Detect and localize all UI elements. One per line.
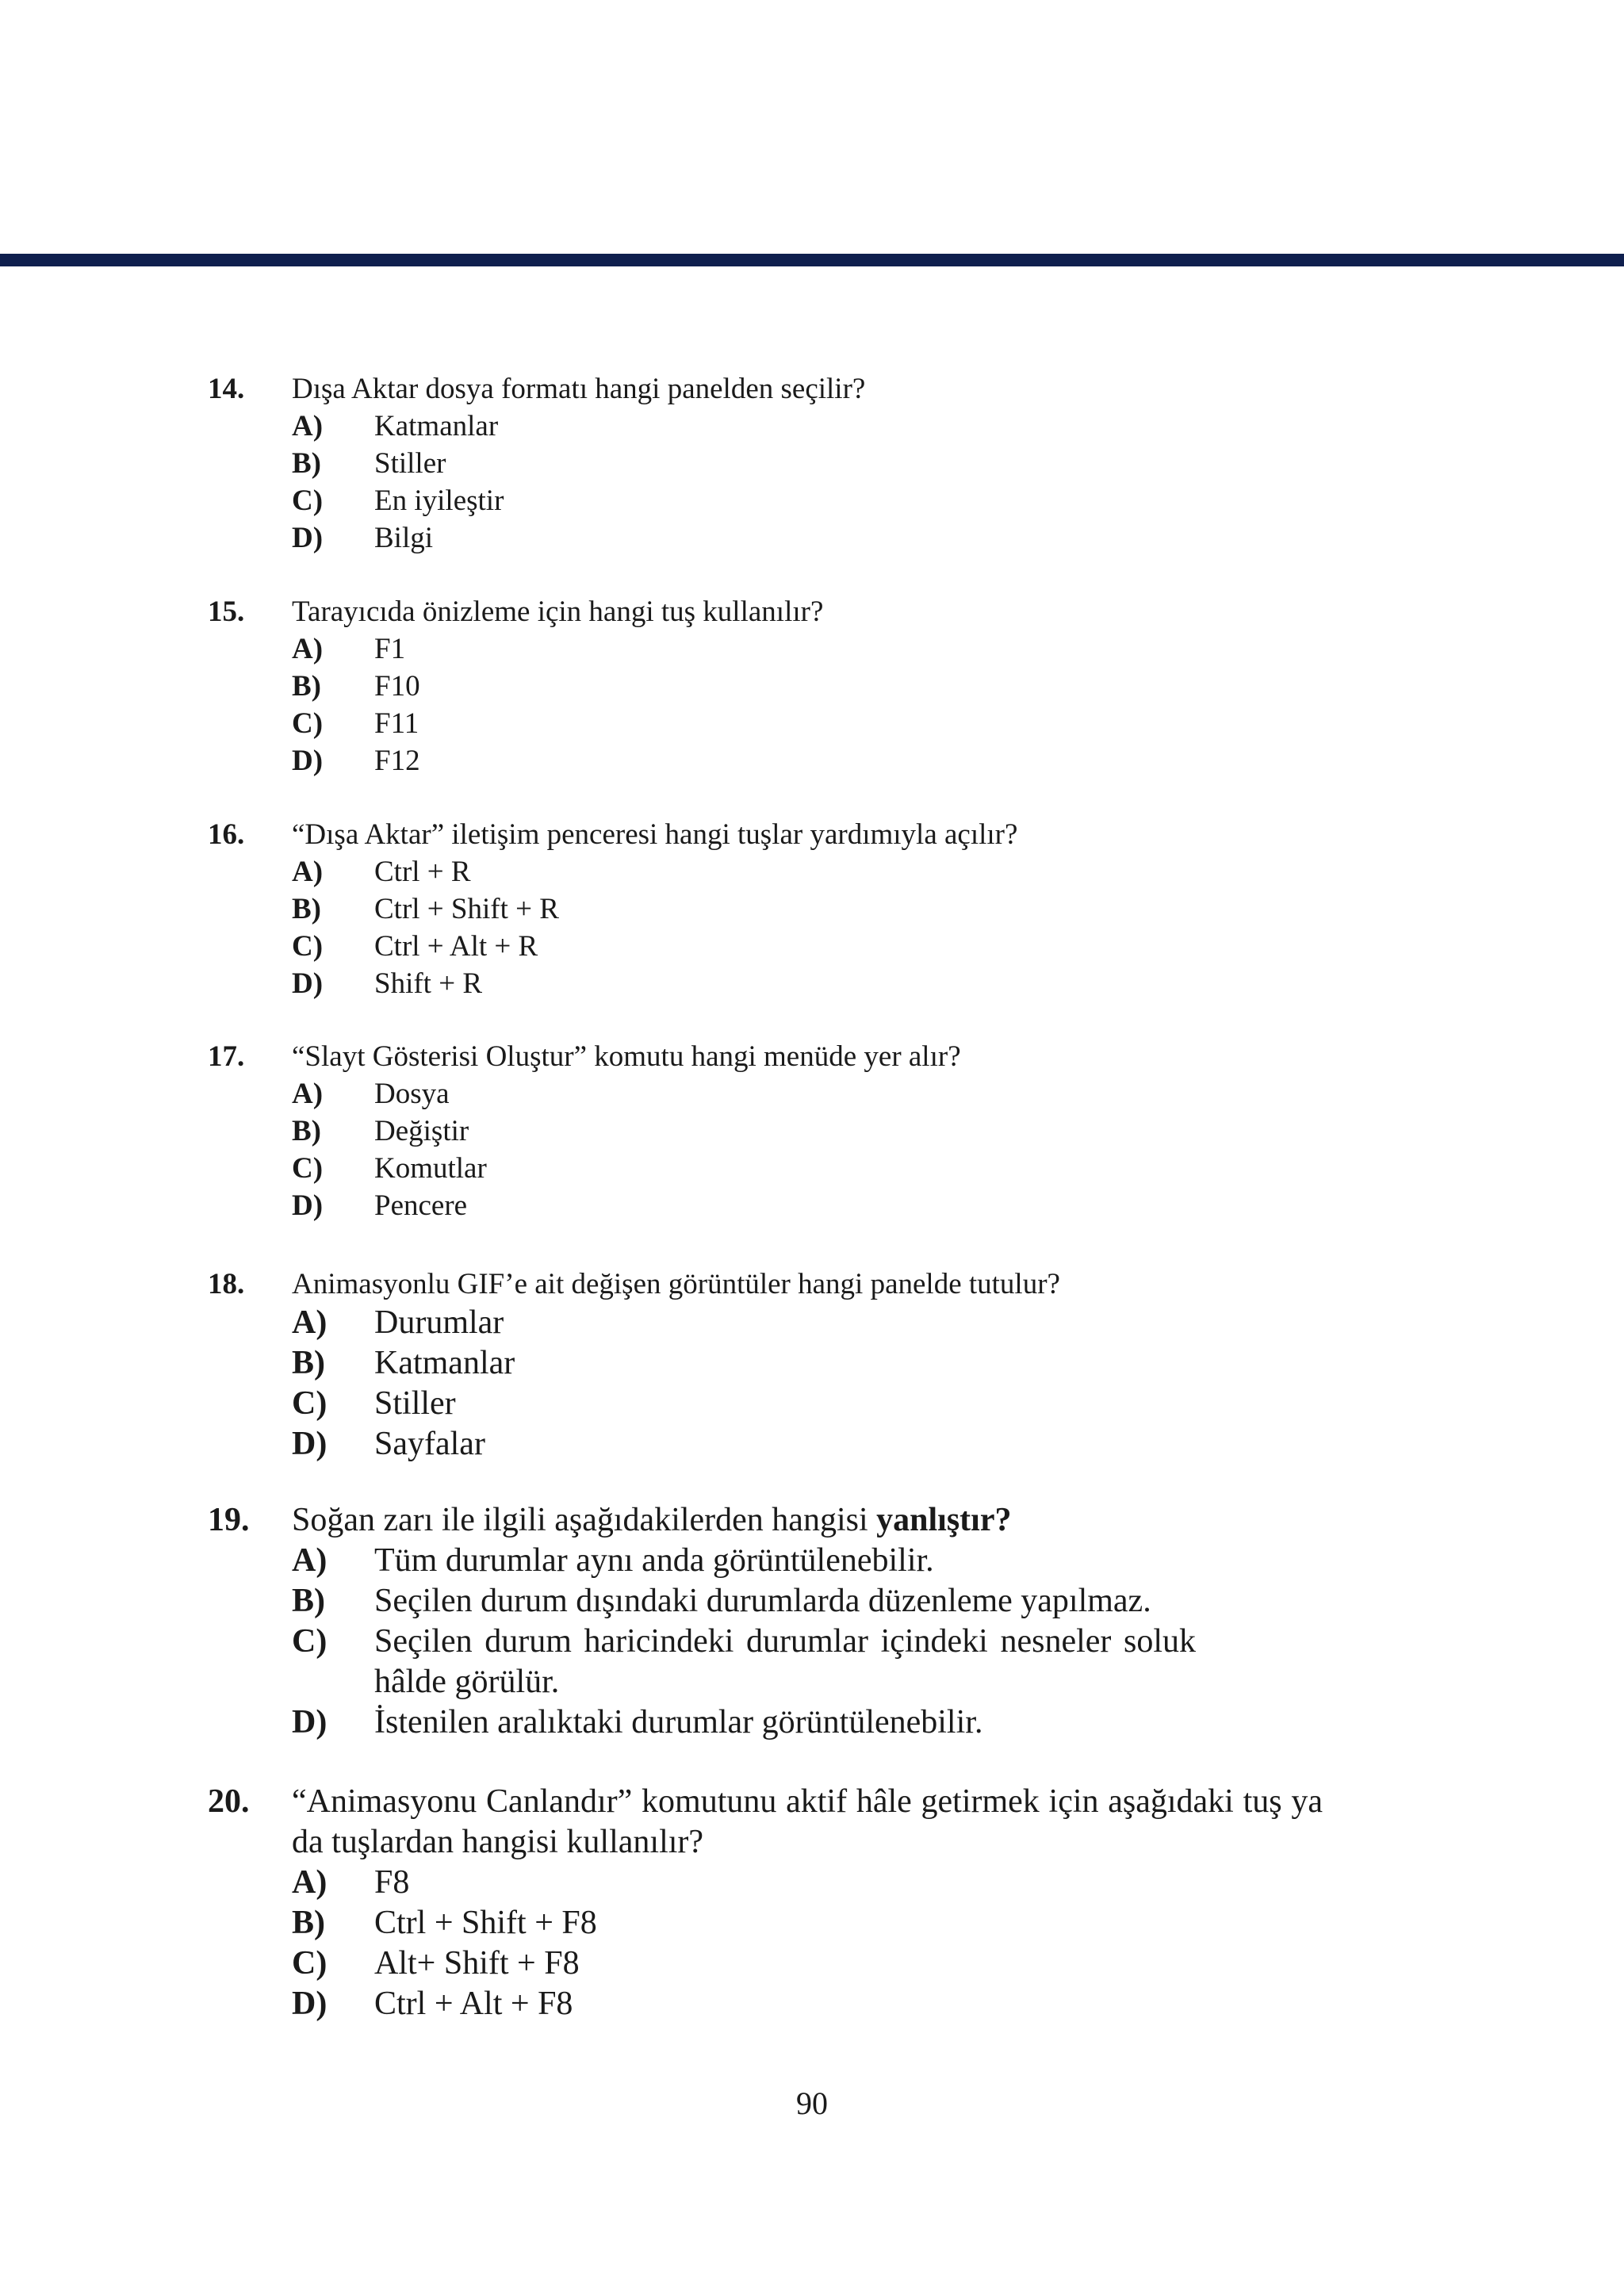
option-b (208, 668, 1421, 705)
option-text: Alt+ Shift + F8 (374, 1945, 580, 1982)
option-letter: D) (292, 1986, 327, 2022)
option-letter: B) (292, 893, 321, 925)
option-text: F1 (374, 633, 406, 665)
question-20 (208, 1782, 1421, 2024)
question-16 (208, 816, 1421, 1002)
question-stem (208, 593, 1421, 630)
option-a (208, 1541, 1421, 1581)
question-text: “Slayt Gösterisi Oluştur” komutu hangi menüde yer alır? (292, 1040, 961, 1073)
option-text: Ctrl + Alt + R (374, 930, 538, 963)
question-text: Tarayıcıda önizleme için hangi tuş kullanılır? (292, 595, 824, 628)
option-text: F10 (374, 670, 420, 703)
option-text: Stiller (374, 447, 446, 480)
option-letter: D) (292, 967, 324, 1000)
option-d (208, 519, 1421, 557)
option-text: Seçilen durum haricindeki durumlar içindeki nesneler soluk hâlde görülür. (374, 1623, 1196, 1700)
option-letter: A) (292, 1864, 327, 1901)
option-text: Katmanlar (374, 410, 499, 442)
question-stem (208, 370, 1421, 408)
option-text: Değiştir (374, 1115, 469, 1147)
option-letter: C) (292, 1623, 327, 1660)
option-b (208, 1903, 1421, 1943)
option-text: Ctrl + Shift + R (374, 893, 559, 925)
option-text: Pencere (374, 1189, 468, 1222)
question-number: 20. (208, 1783, 250, 1820)
option-c (208, 1622, 1421, 1702)
option-text: Ctrl + Alt + F8 (374, 1986, 573, 2022)
option-letter: C) (292, 1945, 327, 1982)
option-text: Stiller (374, 1385, 456, 1422)
option-letter: B) (292, 1345, 325, 1381)
option-letter: A) (292, 1078, 324, 1110)
option-a (208, 408, 1421, 445)
question-text-regular: Soğan zarı ile ilgili aşağıdakilerden hangisi (292, 1502, 868, 1538)
option-text: Bilgi (374, 522, 434, 554)
question-number: 19. (208, 1502, 250, 1538)
option-b (208, 1581, 1421, 1622)
option-text: İstenilen aralıktaki durumlar görüntülenebilir. (374, 1704, 983, 1740)
option-letter: A) (292, 410, 324, 442)
option-c (208, 1150, 1421, 1187)
option-b (208, 1112, 1421, 1150)
option-text: Komutlar (374, 1152, 487, 1185)
header-rule (0, 254, 1624, 266)
option-a (208, 1863, 1421, 1903)
option-text: Durumlar (374, 1304, 504, 1341)
question-18 (208, 1266, 1421, 1465)
option-letter: D) (292, 1704, 327, 1740)
option-text: Sayfalar (374, 1426, 485, 1462)
option-text: F11 (374, 707, 419, 740)
option-c (208, 1384, 1421, 1424)
question-17 (208, 1038, 1421, 1224)
option-b (208, 890, 1421, 928)
option-text: En iyileştir (374, 484, 504, 517)
option-text: Tüm durumlar aynı anda görüntülenebilir. (374, 1542, 934, 1579)
option-text: Shift + R (374, 967, 483, 1000)
option-d (208, 1702, 1421, 1743)
question-number: 14. (208, 373, 245, 405)
question-text: “Animasyonu Canlandır” komutunu aktif hâle getirmek için aşağıdaki tuş ya da tuşlardan hangisi kullanılır? (292, 1783, 1323, 1860)
option-letter: A) (292, 856, 324, 888)
option-c (208, 705, 1421, 742)
option-letter: C) (292, 930, 324, 963)
option-letter: B) (292, 1583, 325, 1619)
option-c (208, 1943, 1421, 1984)
question-number: 15. (208, 595, 245, 628)
option-letter: A) (292, 1542, 327, 1579)
option-text: Ctrl + R (374, 856, 471, 888)
option-letter: A) (292, 633, 324, 665)
option-letter: A) (292, 1304, 327, 1341)
option-letter: C) (292, 484, 324, 517)
option-text: F8 (374, 1864, 410, 1901)
option-a (208, 630, 1421, 668)
option-letter: B) (292, 447, 321, 480)
question-text: “Dışa Aktar” iletişim penceresi hangi tuşlar yardımıyla açılır? (292, 818, 1018, 851)
question-number: 16. (208, 818, 245, 851)
option-c (208, 928, 1421, 965)
option-letter: D) (292, 1189, 324, 1222)
option-b (208, 445, 1421, 482)
option-d (208, 1984, 1421, 2024)
option-letter: C) (292, 1385, 327, 1422)
question-number: 18. (208, 1268, 245, 1300)
option-letter: C) (292, 1152, 324, 1185)
question-stem (208, 1266, 1421, 1303)
option-d (208, 1187, 1421, 1224)
question-text (292, 1500, 1421, 1541)
page-number: 90 (796, 2085, 828, 2121)
question-14 (208, 370, 1421, 557)
option-text: Ctrl + Shift + F8 (374, 1905, 597, 1941)
option-letter: C) (292, 707, 324, 740)
question-text-emphasis: yanlıştır? (876, 1502, 1012, 1538)
option-text: F12 (374, 745, 420, 777)
option-a (208, 853, 1421, 890)
question-stem (208, 1038, 1421, 1075)
option-text: Dosya (374, 1078, 450, 1110)
question-19 (208, 1500, 1421, 1743)
option-a (208, 1075, 1421, 1112)
question-15 (208, 593, 1421, 779)
option-text: Katmanlar (374, 1345, 515, 1381)
option-text: Seçilen durum dışındaki durumlarda düzenleme yapılmaz. (374, 1583, 1151, 1619)
question-stem (208, 1500, 1421, 1541)
option-d (208, 965, 1421, 1002)
question-stem (208, 816, 1421, 853)
question-text: Dışa Aktar dosya formatı hangi panelden seçilir? (292, 373, 866, 405)
option-d (208, 1424, 1421, 1465)
option-letter: D) (292, 522, 324, 554)
question-text: Animasyonlu GIF’e ait değişen görüntüler hangi panelde tutulur? (292, 1268, 1060, 1300)
option-letter: B) (292, 670, 321, 703)
option-letter: D) (292, 1426, 327, 1462)
option-d (208, 742, 1421, 779)
question-number: 17. (208, 1040, 245, 1073)
option-letter: B) (292, 1115, 321, 1147)
option-c (208, 482, 1421, 519)
question-stem (208, 1782, 1421, 1863)
option-a (208, 1303, 1421, 1343)
option-letter: B) (292, 1905, 325, 1941)
option-letter: D) (292, 745, 324, 777)
option-b (208, 1343, 1421, 1384)
